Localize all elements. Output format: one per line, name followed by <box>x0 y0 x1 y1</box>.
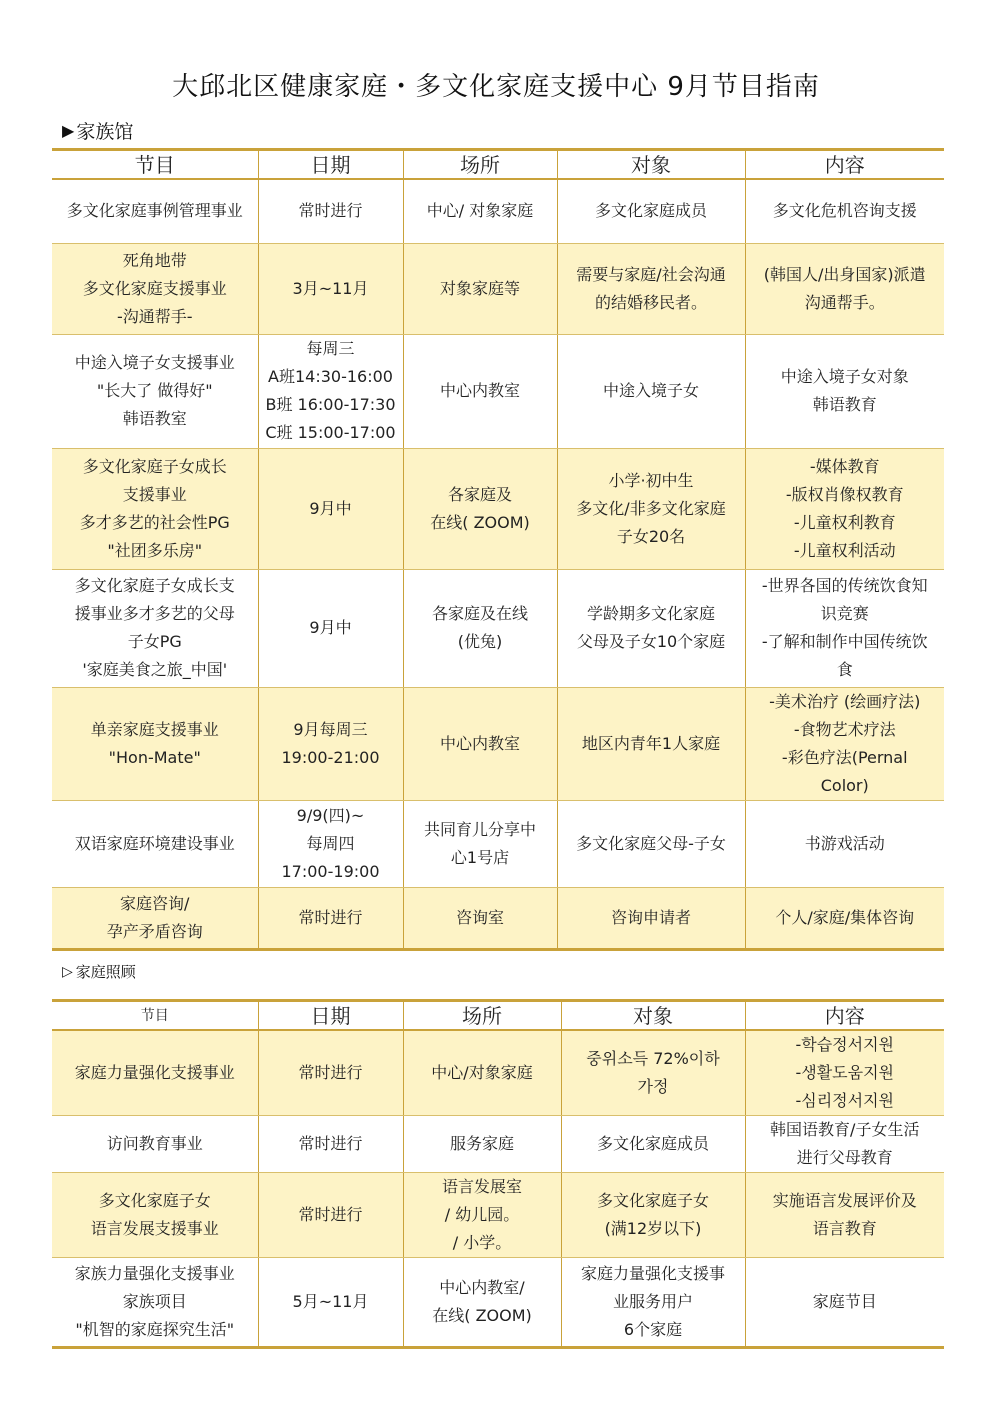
cell-target <box>561 1030 745 1116</box>
header-place: 场所 <box>403 1001 561 1031</box>
table-row <box>52 448 944 569</box>
cell-line: 家庭节目 <box>812 1292 877 1311</box>
cell-content <box>745 800 944 887</box>
cell-program <box>52 687 258 800</box>
cell-target <box>561 1258 745 1348</box>
cell-place <box>403 569 557 687</box>
cell-line: 多文化家庭子女成长支 <box>74 576 235 595</box>
cell-line: 常时进行 <box>298 907 363 927</box>
cell-line: 多文化危机咨询支援 <box>772 201 917 221</box>
header-date: 日期 <box>258 150 403 180</box>
table-row <box>52 1030 944 1116</box>
cell-line: 中心内教室 <box>439 733 520 753</box>
cell-line: (优兔) <box>457 632 503 651</box>
cell-program <box>52 448 258 569</box>
cell-line: 各家庭及 <box>447 484 512 504</box>
table-row <box>52 334 944 448</box>
play-triangle-outline-icon: ▷ <box>62 963 73 980</box>
table-header-row <box>52 150 944 180</box>
cell-line: 访问教育事业 <box>106 1134 203 1153</box>
cell-line: "Hon-Mate" <box>108 747 201 767</box>
cell-line: 17:00-19:00 <box>281 861 380 881</box>
cell-place <box>403 687 557 800</box>
header-target: 对象 <box>557 150 745 180</box>
cell-line: 识竞赛 <box>820 604 869 623</box>
cell-place <box>403 1173 561 1258</box>
cell-line: 6个家庭 <box>623 1320 683 1339</box>
cell-place <box>403 800 557 887</box>
cell-line: 子女20名 <box>616 526 686 546</box>
cell-content <box>745 569 944 687</box>
table-row <box>52 243 944 334</box>
cell-content <box>745 179 944 243</box>
cell-line: 中心/ 对象家庭 <box>426 201 534 221</box>
cell-line: 在线( ZOOM) <box>430 512 530 532</box>
cell-line: 中心内教室/ <box>439 1278 525 1297</box>
cell-target <box>557 887 745 949</box>
table-row <box>52 569 944 687</box>
cell-line: -了解和制作中国传统饮 <box>761 632 928 651</box>
cell-line: A班14:30-16:00 <box>268 367 393 386</box>
cell-content <box>745 1030 944 1116</box>
cell-line: 地区内青年1人家庭 <box>581 733 721 753</box>
cell-line: -媒体教育 <box>809 456 880 476</box>
cell-line: 常时进行 <box>298 201 363 221</box>
cell-line: "长大了 做得好" <box>96 381 213 400</box>
cell-date <box>258 243 403 334</box>
cell-line: 个人/家庭/集体咨询 <box>775 907 915 927</box>
cell-line: 咨询室 <box>455 907 504 927</box>
cell-target <box>557 334 745 448</box>
cell-line: 5月~11月 <box>292 1292 369 1311</box>
cell-line: -世界各国的传统饮食知 <box>761 576 928 595</box>
cell-line: 单亲家庭支援事业 <box>90 719 219 739</box>
cell-line: 多文化家庭成员 <box>596 1134 709 1153</box>
cell-content <box>745 243 944 334</box>
table-row <box>52 687 944 800</box>
cell-date <box>258 1030 403 1116</box>
cell-line: 双语家庭环境建设事业 <box>74 833 235 853</box>
cell-line: 需要与家庭/社会沟通 <box>576 264 726 284</box>
table-row <box>52 1116 944 1173</box>
cell-target <box>561 1173 745 1258</box>
cell-program <box>52 179 258 243</box>
cell-line: 常时进行 <box>298 1063 363 1082</box>
cell-date <box>258 334 403 448</box>
section-label: 家族馆 <box>76 121 134 143</box>
cell-content <box>745 334 944 448</box>
section-heading-family-center <box>62 117 133 144</box>
cell-line: "社团多乐房" <box>107 540 203 560</box>
cell-date <box>258 687 403 800</box>
cell-line: 支援事业 <box>122 484 187 504</box>
section-heading-family-care <box>62 961 136 982</box>
cell-line: 韩语教育 <box>812 395 877 414</box>
header-content: 内容 <box>745 1001 944 1031</box>
cell-target <box>557 243 745 334</box>
cell-line: 중위소득 72%이하 <box>586 1049 720 1068</box>
cell-line: 가정 <box>637 1077 669 1096</box>
cell-line: -생활도움지원 <box>795 1063 894 1082</box>
cell-line: 9月中 <box>309 498 352 518</box>
cell-line: 咨询申请者 <box>610 907 691 927</box>
cell-line: 多文化家庭事例管理事业 <box>66 201 243 221</box>
cell-program <box>52 800 258 887</box>
cell-line: 家庭力量强化支援事业 <box>74 1063 235 1082</box>
cell-program <box>52 1258 258 1348</box>
cell-place <box>403 1030 561 1116</box>
cell-program <box>52 569 258 687</box>
cell-place <box>403 448 557 569</box>
cell-line: 业服务用户 <box>612 1292 693 1311</box>
cell-line: -학습정서지원 <box>795 1035 894 1054</box>
table-row <box>52 1173 944 1258</box>
cell-line: 中心/对象家庭 <box>431 1063 533 1082</box>
cell-line: 食 <box>836 660 853 679</box>
table-body <box>52 1030 944 1348</box>
cell-line: 3月~11月 <box>292 278 369 298</box>
cell-line: 家庭咨询/ <box>120 893 190 913</box>
cell-line: 的结婚移民者。 <box>594 292 707 312</box>
cell-place <box>403 1258 561 1348</box>
cell-line: (韩国人/出身国家)派遣 <box>763 264 926 284</box>
cell-program <box>52 1173 258 1258</box>
cell-line: 常时进行 <box>298 1205 363 1224</box>
cell-target <box>561 1116 745 1173</box>
cell-line: 在线( ZOOM) <box>432 1306 532 1325</box>
cell-date <box>258 887 403 949</box>
cell-line: -儿童权利活动 <box>793 540 896 560</box>
program-table-family-center <box>52 148 944 951</box>
cell-content <box>745 1116 944 1173</box>
cell-line: -沟通帮手- <box>116 306 193 326</box>
cell-line: 多才多艺的社会性PG <box>79 512 230 532</box>
table-row <box>52 1258 944 1348</box>
cell-line: 韩国语教育/子女生活 <box>770 1120 920 1139</box>
header-target: 对象 <box>561 1001 745 1031</box>
cell-content <box>745 448 944 569</box>
cell-line: 多文化/非多文化家庭 <box>576 498 726 518</box>
cell-date <box>258 448 403 569</box>
cell-line: "机智的家庭探究生活" <box>75 1320 235 1339</box>
section-label: 家庭照顾 <box>75 963 136 981</box>
cell-line: 对象家庭等 <box>439 278 520 298</box>
table-row <box>52 887 944 949</box>
cell-program <box>52 1116 258 1173</box>
cell-line: 语言发展支援事业 <box>90 1219 219 1238</box>
cell-line: 19:00-21:00 <box>281 747 380 767</box>
cell-target <box>557 448 745 569</box>
cell-line: 中途入境子女对象 <box>780 367 909 386</box>
header-date: 日期 <box>258 1001 403 1031</box>
page-title: 大邱北区健康家庭・多文化家庭支援中心 9月节目指南 <box>172 72 820 102</box>
cell-program <box>52 243 258 334</box>
cell-line: 每周四 <box>306 833 355 853</box>
cell-line: '家庭美食之旅_中国' <box>82 660 228 679</box>
cell-line: -儿童权利教育 <box>793 512 896 532</box>
cell-place <box>403 334 557 448</box>
cell-date <box>258 800 403 887</box>
header-program: 节目 <box>52 1001 258 1031</box>
cell-line: 多文化家庭子女 <box>596 1191 709 1210</box>
cell-line: B班 16:00-17:30 <box>265 395 396 414</box>
table-row <box>52 179 944 243</box>
cell-line: 心1号店 <box>450 847 510 867</box>
cell-target <box>557 687 745 800</box>
cell-line: 语言发展室 <box>441 1177 522 1196</box>
cell-line: 小学·初中生 <box>608 470 694 490</box>
cell-line: 每周三 <box>306 339 355 358</box>
cell-line: -彩色疗法(Pernal <box>781 747 908 767</box>
cell-line: 多文化家庭支援事业 <box>82 278 227 298</box>
cell-place <box>403 243 557 334</box>
cell-line: 父母及子女10个家庭 <box>576 632 726 651</box>
cell-line: 韩语教室 <box>122 409 187 428</box>
cell-line: 进行父母教育 <box>796 1148 893 1167</box>
cell-line: 服务家庭 <box>449 1134 514 1153</box>
cell-line: 9/9(四)~ <box>296 805 365 825</box>
cell-line: 中途入境子女 <box>602 381 699 400</box>
cell-place <box>403 887 557 949</box>
table-body <box>52 179 944 949</box>
cell-date <box>258 1258 403 1348</box>
cell-line: 语言教育 <box>812 1219 877 1238</box>
cell-program <box>52 887 258 949</box>
cell-date <box>258 1116 403 1173</box>
cell-line: / 小学。 <box>452 1233 512 1252</box>
header-place: 场所 <box>403 150 557 180</box>
cell-line: 书游戏活动 <box>804 833 885 853</box>
cell-line: (满12岁以下) <box>604 1219 702 1238</box>
cell-place <box>403 179 557 243</box>
cell-line: Color) <box>820 775 869 795</box>
cell-line: -美术治疗 (绘画疗法) <box>769 691 921 711</box>
cell-line: 多文化家庭成员 <box>594 201 707 221</box>
cell-target <box>557 569 745 687</box>
cell-line: 沟通帮手。 <box>804 292 885 312</box>
header-program: 节目 <box>52 150 258 180</box>
cell-line: 中途入境子女支援事业 <box>74 353 235 372</box>
cell-line: 多文化家庭子女 <box>98 1191 211 1210</box>
cell-date <box>258 179 403 243</box>
cell-target <box>557 800 745 887</box>
cell-line: 家庭力量强化支援事 <box>580 1264 725 1283</box>
cell-line: / 幼儿园。 <box>444 1205 520 1224</box>
cell-program <box>52 334 258 448</box>
cell-content <box>745 887 944 949</box>
cell-line: 家族力量强化支援事业 <box>74 1264 235 1283</box>
table-header-row <box>52 1001 944 1031</box>
cell-line: 学龄期多文化家庭 <box>586 604 715 623</box>
cell-content <box>745 1258 944 1348</box>
cell-line: 多文化家庭父母-子女 <box>576 833 726 853</box>
cell-line: 孕产矛盾咨询 <box>106 921 203 941</box>
cell-line: 援事业多才多艺的父母 <box>74 604 235 623</box>
cell-line: 9月每周三 <box>293 719 368 739</box>
cell-content <box>745 1173 944 1258</box>
cell-place <box>403 1116 561 1173</box>
cell-content <box>745 687 944 800</box>
cell-date <box>258 1173 403 1258</box>
cell-line: 死角地带 <box>122 250 187 270</box>
cell-line: 常时进行 <box>298 1134 363 1153</box>
play-triangle-icon: ▶ <box>62 121 75 140</box>
cell-line: 子女PG <box>127 632 182 651</box>
cell-line: 家族项目 <box>122 1292 187 1311</box>
table-row <box>52 800 944 887</box>
cell-line: 共同育儿分享中 <box>423 819 536 839</box>
cell-line: -食物艺术疗法 <box>793 719 896 739</box>
program-table-family-care <box>52 999 944 1349</box>
cell-line: -심리정서지원 <box>795 1091 894 1110</box>
cell-line: C班 15:00-17:00 <box>265 423 396 442</box>
cell-program <box>52 1030 258 1116</box>
header-content: 内容 <box>745 150 944 180</box>
cell-line: 各家庭及在线 <box>431 604 528 623</box>
cell-line: 多文化家庭子女成长 <box>82 456 227 476</box>
cell-line: 中心内教室 <box>439 381 520 400</box>
cell-target <box>557 179 745 243</box>
cell-line: -版权肖像权教育 <box>785 484 904 504</box>
cell-line: 实施语言发展评价及 <box>772 1191 917 1210</box>
cell-date <box>258 569 403 687</box>
cell-line: 9月中 <box>309 618 352 637</box>
